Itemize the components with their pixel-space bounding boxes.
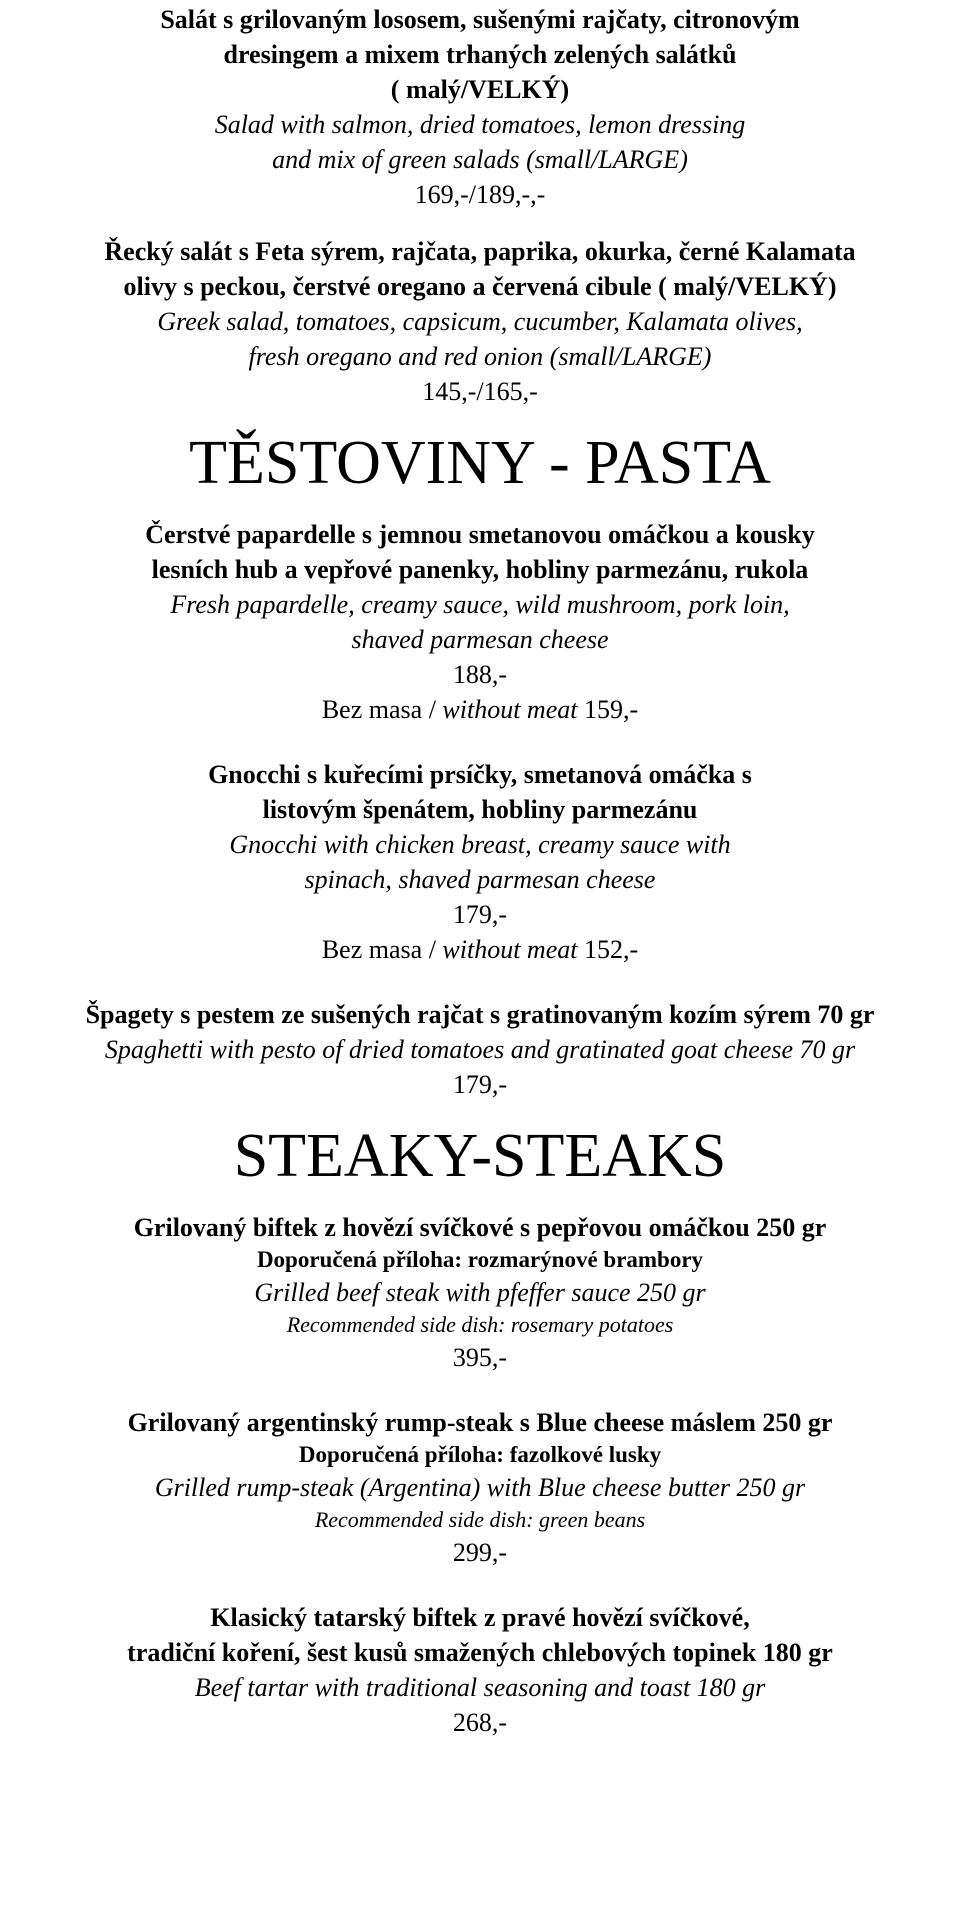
item-name-cz: Gnocchi s kuřecími prsíčky, smetanová omáčka s — [208, 760, 752, 789]
item-side-dish-en: Recommended side dish: rosemary potatoes — [286, 1312, 674, 1337]
item-name-cz: Grilovaný argentinský rump-steak s Blue cheese máslem 250 gr — [127, 1408, 833, 1437]
no-meat-price: 159,- — [577, 695, 639, 724]
item-name-en: Gnocchi with chicken breast, creamy sauce with — [229, 830, 731, 859]
item-name-en: Fresh papardelle, creamy sauce, wild mushroom, pork loin, — [170, 590, 790, 619]
item-name-cz: listovým špenátem, hobliny parmezánu — [262, 795, 698, 824]
item-name-en: Spaghetti with pesto of dried tomatoes and gratinated goat cheese 70 gr — [104, 1035, 856, 1064]
item-price: 188,- — [452, 660, 508, 689]
item-no-meat-price — [0, 932, 960, 967]
no-meat-label-cz: Bez masa / — [321, 935, 443, 964]
item-price: 179,- — [452, 1070, 508, 1099]
menu-item-spaghetti — [0, 997, 960, 1102]
menu-item-papardelle — [0, 517, 960, 727]
menu-item-rump-steak — [0, 1405, 960, 1570]
item-price: 268,- — [452, 1708, 508, 1737]
item-price: 145,-/165,- — [422, 377, 538, 406]
item-name-cz: ( malý/VELKÝ) — [390, 75, 570, 104]
item-name-cz: olivy s peckou, čerstvé oregano a červená cibule ( malý/VELKÝ) — [123, 272, 837, 301]
item-name-en: Grilled beef steak with pfeffer sauce 250 gr — [254, 1278, 706, 1307]
item-name-cz: Špagety s pestem ze sušených rajčat s gratinovaným kozím sýrem 70 gr — [85, 1000, 875, 1029]
item-price: 299,- — [452, 1538, 508, 1567]
section-heading-pasta: TĚSTOVINY - PASTA — [189, 429, 771, 497]
item-name-en: fresh oregano and red onion (small/LARGE) — [248, 342, 712, 371]
item-name-cz: lesních hub a vepřové panenky, hobliny parmezánu, rukola — [151, 555, 809, 584]
item-name-en: shaved parmesan cheese — [351, 625, 609, 654]
item-name-en: and mix of green salads (small/LARGE) — [272, 145, 688, 174]
item-name-en: spinach, shaved parmesan cheese — [304, 865, 656, 894]
item-price: 395,- — [452, 1343, 508, 1372]
item-side-dish-en: Recommended side dish: green beans — [314, 1507, 646, 1532]
item-name-cz: Klasický tatarský biftek z pravé hovězí svíčkové, — [210, 1603, 750, 1632]
item-name-cz: tradiční koření, šest kusů smažených chlebových topinek 180 gr — [127, 1638, 833, 1667]
item-name-en: Greek salad, tomatoes, capsicum, cucumber, Kalamata olives, — [157, 307, 803, 336]
item-name-cz: Řecký salát s Feta sýrem, rajčata, paprika, okurka, černé Kalamata — [104, 237, 856, 266]
item-price: 179,- — [452, 900, 508, 929]
menu-item-salmon-salad — [0, 2, 960, 212]
no-meat-price: 152,- — [577, 935, 639, 964]
menu-item-beef-tartar — [0, 1600, 960, 1740]
menu-item-beef-steak — [0, 1210, 960, 1375]
item-name-en: Grilled rump-steak (Argentina) with Blue cheese butter 250 gr — [154, 1473, 806, 1502]
no-meat-label-cz: Bez masa / — [321, 695, 443, 724]
item-side-dish-cz: Doporučená příloha: rozmarýnové brambory — [256, 1247, 704, 1272]
item-side-dish-cz: Doporučená příloha: fazolkové lusky — [298, 1442, 662, 1467]
item-name-cz: Čerstvé papardelle s jemnou smetanovou omáčkou a kousky — [145, 520, 815, 549]
item-no-meat-price — [0, 692, 960, 727]
section-heading-steaks: STEAKY-STEAKS — [233, 1122, 727, 1190]
menu-item-gnocchi — [0, 757, 960, 967]
item-name-cz: Grilovaný biftek z hovězí svíčkové s pepřovou omáčkou 250 gr — [133, 1213, 827, 1242]
item-name-cz: Salát s grilovaným lososem, sušenými rajčaty, citronovým — [160, 5, 800, 34]
no-meat-label-en: without meat — [442, 695, 578, 724]
no-meat-label-en: without meat — [442, 935, 578, 964]
item-price: 169,-/189,-,- — [414, 180, 546, 209]
menu-item-greek-salad — [0, 234, 960, 409]
item-name-en: Beef tartar with traditional seasoning and toast 180 gr — [194, 1673, 766, 1702]
item-name-cz: dresingem a mixem trhaných zelených salátků — [223, 40, 737, 69]
item-name-en: Salad with salmon, dried tomatoes, lemon dressing — [214, 110, 746, 139]
